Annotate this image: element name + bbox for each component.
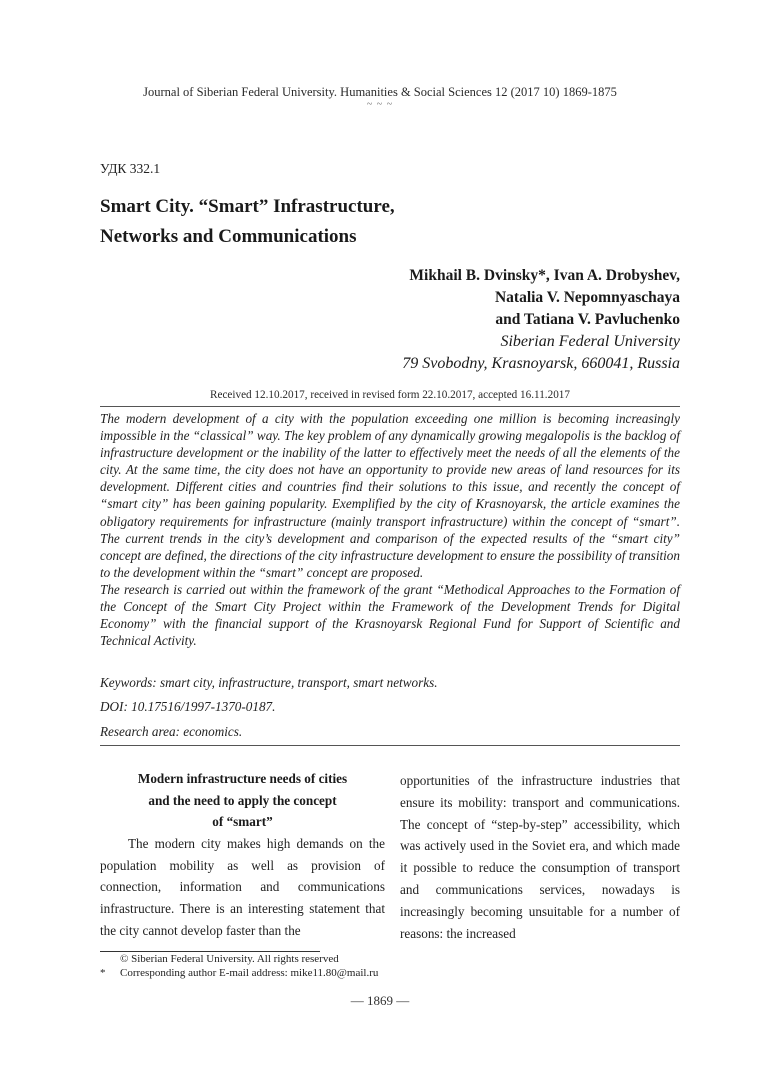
doi[interactable]: DOI: 10.17516/1997-1370-0187. [100, 699, 276, 714]
section-heading [100, 768, 385, 833]
address: 79 Svobodny, Krasnoyarsk, 660041, Russia [402, 355, 680, 372]
header-separator: ~ ~ ~ [366, 99, 394, 110]
right-column [400, 770, 680, 944]
journal-header: Journal of Siberian Federal University. Humanities & Social Sciences 12 (2017 10) 1869-1875 [143, 85, 617, 99]
footnote-rule [100, 951, 320, 952]
abstract-bottom-rule [100, 745, 680, 746]
left-column [100, 768, 385, 942]
footnote-star: * [100, 967, 106, 979]
abstract-top-rule [100, 406, 680, 407]
body-paragraph-left: The modern city makes high demands on the population mobility as well as provision of connection, information and communications infrastructure. There is an interesting statement that the city cannot develop faster than the [100, 835, 385, 938]
abstract-paragraph-2: The research is carried out within the framework of the grant “Methodical Approaches to the Formation of the Concept of the Smart City Project within the Framework of the Development Trends for Digital Economy” with the financial support of the Krasnoyarsk Regional Fund for Support of Scientific and Technical Activity. [100, 581, 680, 649]
title-line-2: Networks and Communications [100, 226, 357, 247]
page-number: — 1869 — [350, 993, 410, 1008]
article-title [100, 192, 395, 252]
authors-line-1: Mikhail B. Dvinsky*, Ivan A. Drobyshev, [409, 267, 680, 284]
corresponding-author-text: Corresponding author E-mail address: mike11.80@mail.ru [120, 967, 379, 979]
section-heading-line-3: of “smart” [212, 814, 273, 830]
title-line-1: Smart City. “Smart” Infrastructure, [100, 196, 395, 217]
corresponding-author-footnote [100, 967, 378, 979]
abstract [100, 410, 680, 649]
section-heading-line-1: Modern infrastructure needs of cities [137, 771, 348, 786]
received-dates: Received 12.10.2017, received in revised form 22.10.2017, accepted 16.11.2017 [210, 389, 570, 401]
abstract-paragraph-1: The modern development of a city with the population exceeding one million is becoming increasingly impossible in the “classical” way. The key problem of any dynamically growing megalopolis is the backlog of infrastructure development or the inability of the latter to effectively meet the needs of all the elements of the city. At the same time, the city does not have an opportunity to provide new areas of land resources for its development. Different cities and countries find their solutions to this issue, and recently the concept of “smart city” has been gaining popularity. Exemplified by the city of Krasnoyarsk, the article examines the obligatory requirements for infrastructure (mainly transport infrastructure) within the concept of “smart”. The current trends in the city’s development and comparison of the expected results of the “smart city” concept are defined, the directions of the city infrastructure development to ensure the possibility of transition to the development within the “smart” concept are proposed. [100, 411, 680, 580]
section-heading-line-2: and the need to apply the concept [148, 792, 337, 808]
keywords: Keywords: smart city, infrastructure, transport, smart networks. [100, 675, 438, 690]
udk-code: УДК 332.1 [100, 161, 161, 176]
author-block [402, 265, 680, 375]
authors-line-3: and Tatiana V. Pavluchenko [495, 311, 680, 328]
affiliation: Siberian Federal University [500, 333, 680, 350]
copyright-footnote: © Siberian Federal University. All rights reserved [120, 953, 339, 965]
body-paragraph-right: opportunities of the infrastructure industries that ensure its mobility: transport and communications. The concept of “step-by-step” accessibility, which was actively used in the Soviet era, and which made it possible to reduce the consumption of transport and communications services, nowadays is increasingly becoming unsuitable for a number of reasons: the increased [400, 773, 680, 941]
research-area: Research area: economics. [100, 724, 243, 739]
authors-line-2: Natalia V. Nepomnyaschaya [494, 289, 680, 306]
